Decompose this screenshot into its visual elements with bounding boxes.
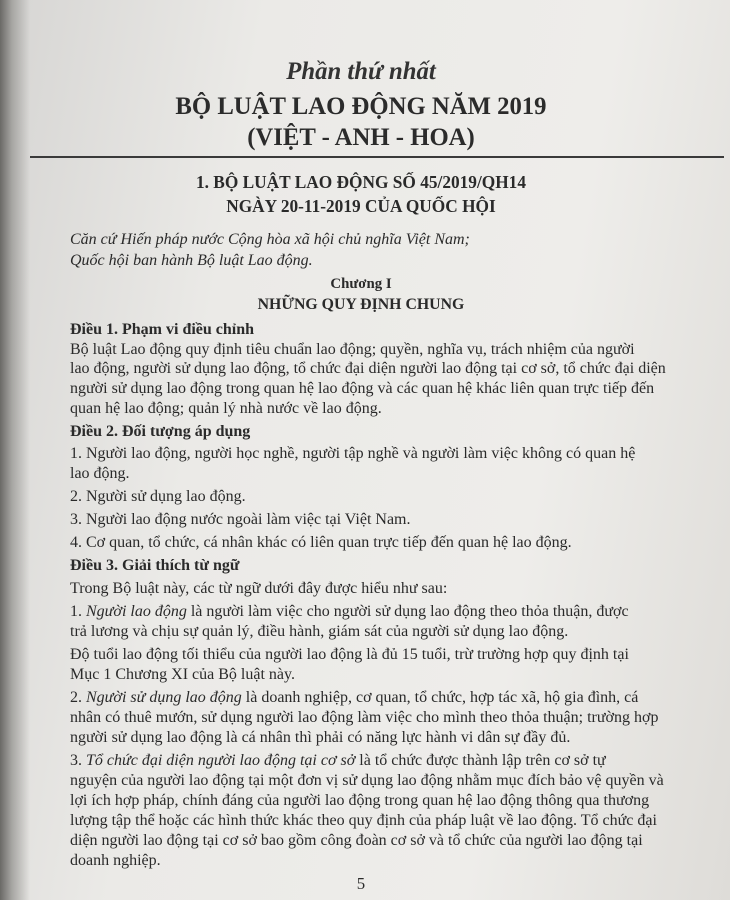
book-title-line2: (VIỆT - ANH - HOA)	[247, 124, 475, 151]
law-heading-line2: NGÀY 20-11-2019 CỦA QUỐC HỘI	[226, 196, 496, 216]
article2-item: 3. Người lao động nước ngoài làm việc tại Việt Nam.	[70, 511, 411, 528]
preamble-line: Căn cứ Hiến pháp nước Cộng hòa xã hội chủ nghĩa Việt Nam;	[70, 231, 470, 248]
chapter-label: Chương I	[330, 276, 392, 292]
article1-line: Bộ luật Lao động quy định tiêu chuẩn lao động; quyền, nghĩa vụ, trách nhiệm của người	[70, 341, 635, 358]
definition-1	[70, 603, 629, 621]
article2-item: 2. Người sử dụng lao động.	[70, 488, 246, 505]
minimum-age-line: Độ tuổi lao động tối thiểu của người lao động là đủ 15 tuổi, trừ trường hợp quy định tại	[70, 646, 629, 663]
article1-line: quan hệ lao động; quản lý nhà nước về lao động.	[70, 400, 382, 417]
definition-text: là doanh nghiệp, cơ quan, tổ chức, hợp tác xã, hộ gia đình, cá	[241, 689, 639, 706]
defined-term: Người sử dụng lao động	[86, 689, 242, 706]
article1-heading: Điều 1. Phạm vi điều chỉnh	[70, 321, 255, 338]
article1-line: lao động, người sử dụng lao động, tổ chức đại diện người lao động tại cơ sở, tổ chức đại diện	[70, 360, 666, 377]
definition-text: là người làm việc cho người sử dụng lao động theo thỏa thuận, được	[186, 603, 629, 620]
chapter-title: NHỮNG QUY ĐỊNH CHUNG	[257, 296, 465, 313]
book-title-line1: BỘ LUẬT LAO ĐỘNG NĂM 2019	[175, 93, 547, 120]
definition-line: doanh nghiệp.	[70, 852, 161, 869]
definition-3	[70, 752, 606, 770]
minimum-age-line: Mục 1 Chương XI của Bộ luật này.	[70, 666, 295, 683]
definition-number: 1.	[70, 603, 86, 620]
law-heading-line1: 1. BỘ LUẬT LAO ĐỘNG SỐ 45/2019/QH14	[195, 172, 526, 192]
article2-item: 1. Người lao động, người học nghề, người tập nghề và người làm việc không có quan hệ	[70, 445, 636, 462]
definition-line: diện người lao động tại cơ sở bao gồm công đoàn cơ sở và tổ chức của người lao động tại	[70, 832, 643, 849]
definition-2	[70, 689, 638, 707]
definition-line: trả lương và chịu sự quản lý, điều hành, giám sát của người sử dụng lao động.	[70, 623, 569, 640]
part-heading: Phần thứ nhất	[286, 58, 436, 85]
definition-number: 2.	[70, 689, 86, 706]
definition-line: lượng tập thể hoặc các hình thức khác theo quy định của pháp luật về lao động. Tổ chức đại	[70, 812, 657, 829]
definition-line: lợi ích hợp pháp, chính đáng của người lao động trong quan hệ lao động thông qua thương	[70, 792, 650, 809]
article3-heading: Điều 3. Giải thích từ ngữ	[70, 557, 240, 574]
definition-text: là tổ chức được thành lập trên cơ sở tự	[355, 752, 606, 769]
article1-line: người sử dụng lao động trong quan hệ lao động và các quan hệ khác liên quan trực tiếp đến	[70, 380, 655, 397]
article2-item: 4. Cơ quan, tổ chức, cá nhân khác có liên quan trực tiếp đến quan hệ lao động.	[70, 534, 572, 551]
article2-heading: Điều 2. Đối tượng áp dụng	[70, 423, 251, 440]
title-divider	[30, 156, 724, 158]
page-number: 5	[356, 874, 366, 893]
defined-term: Người lao động	[86, 603, 187, 620]
definition-line: người sử dụng lao động là cá nhân thì phải có năng lực hành vi dân sự đầy đủ.	[70, 729, 571, 746]
article3-intro: Trong Bộ luật này, các từ ngữ dưới đây được hiểu như sau:	[70, 580, 448, 597]
definition-line: nhân có thuê mướn, sử dụng người lao động làm việc cho mình theo thỏa thuận; trường hợp	[70, 709, 659, 726]
definition-line: nguyện của người lao động tại một đơn vị sử dụng lao động nhằm mục đích bảo vệ quyền và	[70, 772, 664, 789]
defined-term: Tổ chức đại diện người lao động tại cơ sở	[86, 752, 356, 769]
preamble-line: Quốc hội ban hành Bộ luật Lao động.	[70, 252, 313, 269]
definition-number: 3.	[70, 752, 86, 769]
article2-item: lao động.	[70, 465, 130, 482]
